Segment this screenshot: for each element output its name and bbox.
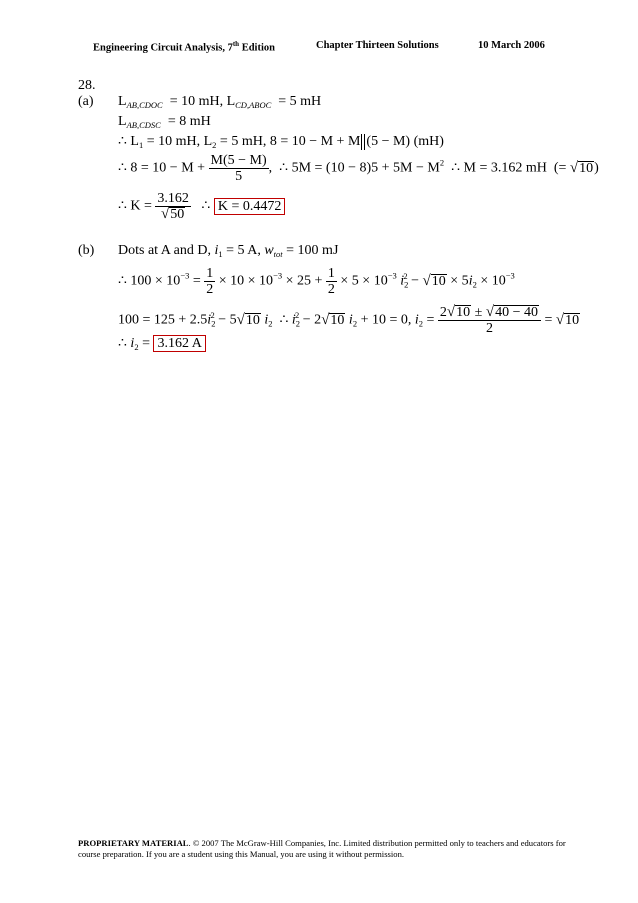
equation-b3: $100 = 125 + 2.5i_2^2 - 5√10$ $i_2$ ∴ $i_2^2 - 2√10$ $i_2 + 10 = 0$, $i_2$ = $\frac{2√10 \pm √40 - 40}{2}$ = √10	[118, 304, 580, 336]
equation-b4: ∴ $i_2 = 3.162$ A	[118, 336, 206, 355]
equation-a2: $L_{AB,CDSC} = 8$ mH	[118, 114, 211, 130]
equation-b2: ∴ $100 \times 10^{-3}$ = $\frac{1}{2}$ × $10 \times 10^{-3} \times 25$ + $\frac{1}{2}$ × $5 \times 10^{-3}$ $i_2^2 - √10 \times 5i_2 \times 10^{-3}$	[118, 266, 515, 297]
equation-a1: $L_{AB,CDOC} = 10$ mH, $L_{CD,ABOC} = 5$ mH	[118, 94, 322, 110]
footer-copyright: PROPRIETARY MATERIAL. © 2007 The McGraw-Hill Companies, Inc. Limited distribution permitted only to teachers and educators for course preparation. If you are a student using this Manual, you are using it without permission.	[78, 838, 566, 859]
header-book-title: Engineering Circuit Analysis, 7th Edition	[93, 40, 275, 54]
header-date: 10 March 2006	[478, 40, 545, 51]
answer-k-box: K = 0.4472	[214, 198, 286, 215]
equation-a3: ∴ $L_1 = 10$ mH, $L_2 = 5$ mH, 8 = 10 − M + M (5 − M) (mH)	[118, 134, 444, 151]
header-chapter: Chapter Thirteen Solutions	[316, 40, 439, 51]
equation-a4: ∴ 8 = 10 − M + $\frac{M(5 - M)}{5}$ , ∴ $5M = (10 - 8)5 + 5M - M^2$ ∴ M = 3.162 mH (= √10)	[118, 153, 599, 184]
equation-b1: Dots at A and D, $i_1 = 5$ A, $w_{tot} = 100$ mJ	[118, 243, 339, 259]
part-b-label: (b)	[78, 243, 95, 258]
part-a-label: (a)	[78, 94, 94, 109]
problem-number: 28.	[78, 78, 96, 93]
equation-a5: ∴ K = $\frac{3.162}{√50}$ ∴ K = 0.4472	[118, 191, 285, 222]
answer-i2-box: 3.162 A	[153, 335, 205, 352]
